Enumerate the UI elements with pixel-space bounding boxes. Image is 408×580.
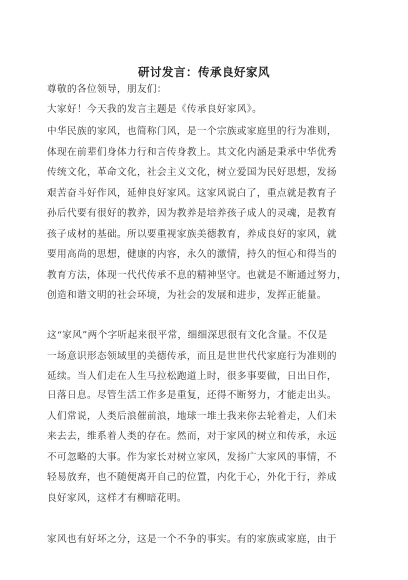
paragraph-line: 轻易放弃，也不随便离开自己的位置，内化于心，外化于行，养成	[47, 472, 337, 483]
paragraph-line: 不可忽略的大事。作为家长对树立家风，发扬广大家风的事情，不	[47, 451, 337, 463]
paragraph-3	[47, 386, 367, 509]
paragraph-4	[47, 530, 367, 551]
paragraph-1	[47, 122, 367, 307]
paragraph-line: 来去去，维系着人类的存在。然而，对于家风的树立和传承，永远	[47, 431, 337, 442]
paragraph-line: 要用高尚的思想，健康的内容，永久的激情，持久的恒心和得当的	[47, 249, 337, 260]
greeting-line	[47, 80, 367, 101]
paragraph-line: 延续。当人们走在人生马拉松跑道上时，很多事要做，日出日作，	[47, 371, 337, 382]
paragraph-line: 艰苦奋斗好作风，延伸良好家风。这家风说白了，重点就是教育子	[47, 187, 337, 199]
intro-line	[47, 100, 367, 121]
paragraph-line: 体现在前辈们身体力行和言传身教上。其文化内涵是秉承中华优秀	[47, 146, 337, 158]
paragraph-line: 一场意识形态领域里的美德传承，而且是世世代代家庭行为准则的	[47, 350, 337, 362]
paragraph-line: 家风也有好坏之分，这是一个不争的事实。有的家族或家庭，由于	[47, 534, 337, 545]
paragraph-line: 中华民族的家风，也简称门风，是一个宗族或家庭里的行为准则，	[47, 126, 337, 137]
paragraph-line: 教育方法，体现一代代传承不息的精神坚守。也就是不断通过努力，	[47, 269, 347, 281]
paragraph-line: 孙后代要有很好的教养，因为教养是培养孩子成人的灵魂，是教育	[47, 208, 337, 219]
paragraph-line: 创造和谐文明的社会环境，为社会的发展和进步，发挥正能量。	[47, 290, 327, 301]
paragraph-line: 传统文化，革命文化，社会主义文化，树立爱国为民好思想，发扬	[47, 167, 337, 178]
document-title: 研讨发言：传承良好家风	[138, 65, 270, 79]
paragraph-line: 人们常说，人类后浪催前浪，地球一堆土我来你去轮着走，人们未	[47, 410, 337, 422]
paragraph-line: 孩子成材的基础。所以要重视家族美德教育，养成良好的家风，就	[47, 228, 337, 240]
paragraph-line: 日落日息。尽管生活工作多是重复，还得不断努力，才能走出头。	[47, 390, 337, 401]
paragraph-2	[47, 326, 367, 388]
paragraph-line: 良好家风，这样才有柳暗花明。	[47, 492, 187, 504]
paragraph-line: 这“家风”两个字听起来很平常，细细深思很有文化含量。不仅是	[47, 330, 328, 341]
greeting-text: 尊敬的各位领导，朋友们：	[47, 84, 167, 95]
intro-text: 大家好！今天我的发言主题是《传承良好家风》。	[47, 104, 263, 115]
